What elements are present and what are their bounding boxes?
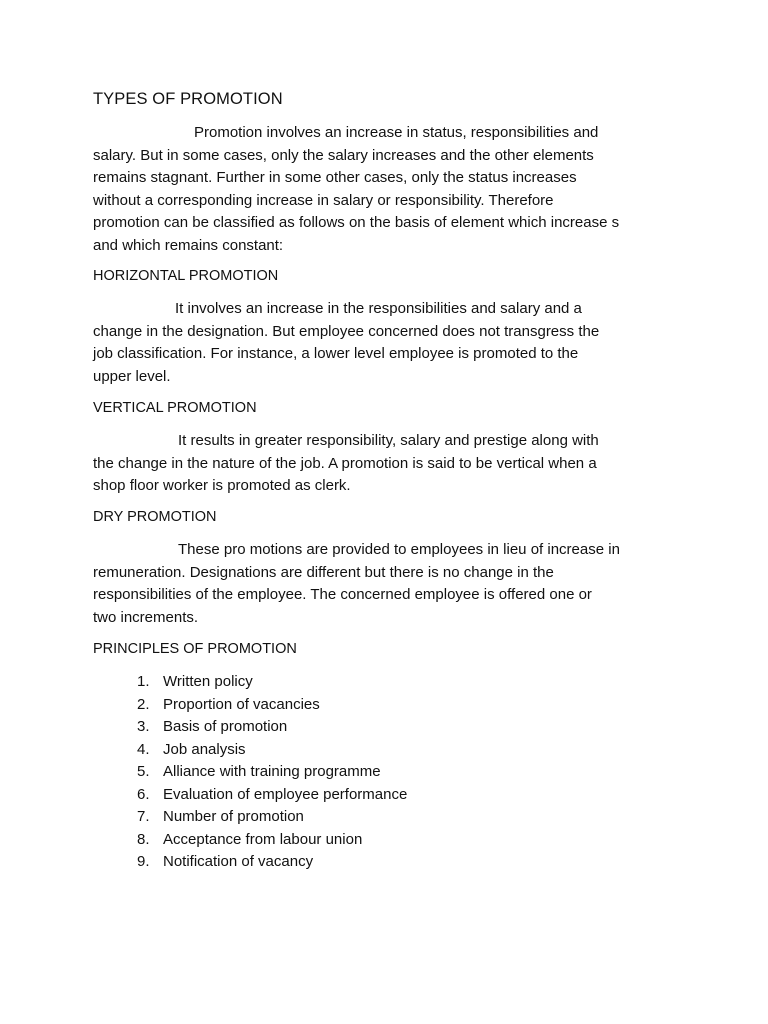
paragraph-line: upper level. [93, 367, 171, 385]
list-item [137, 851, 407, 874]
paragraph-line: salary. But in some cases, only the salary increases and the other elements [93, 146, 594, 164]
page-title: TYPES OF PROMOTION [93, 90, 283, 108]
list-item-text: Written policy [163, 673, 253, 690]
paragraph-line: without a corresponding increase in salary or responsibility. Therefore [93, 191, 554, 209]
list-item-text: Alliance with training programme [163, 763, 381, 780]
vertical-promotion-heading: VERTICAL PROMOTION [93, 400, 257, 416]
horizontal-promotion-paragraph [93, 298, 693, 388]
vertical-promotion-paragraph [93, 430, 693, 498]
list-item-number: 5. [137, 763, 150, 780]
list-item-number: 2. [137, 695, 150, 713]
list-item [137, 694, 407, 717]
list-item-number: 6. [137, 785, 150, 803]
list-item [137, 739, 407, 762]
horizontal-promotion-heading: HORIZONTAL PROMOTION [93, 268, 279, 284]
dry-promotion-paragraph [93, 539, 693, 629]
paragraph-line: These pro motions are provided to employees in lieu of increase in [178, 541, 620, 558]
list-item [137, 671, 407, 694]
paragraph-line: shop floor worker is promoted as clerk. [93, 477, 351, 494]
paragraph-line: responsibilities of the employee. The concerned employee is offered one or [93, 586, 592, 603]
list-item [137, 806, 407, 829]
paragraph-line: It involves an increase in the responsibilities and salary and a [175, 300, 582, 317]
paragraph-line: change in the designation. But employee concerned does not transgress the [93, 322, 600, 340]
list-item-text: Proportion of vacancies [163, 695, 320, 713]
paragraph-line: remains stagnant. Further in some other cases, only the status increases [93, 169, 577, 186]
list-item-text: Number of promotion [163, 808, 304, 825]
list-item-number: 9. [137, 853, 150, 870]
paragraph-line: and which remains constant: [93, 236, 284, 254]
principles-heading: PRINCIPLES OF PROMOTION [93, 641, 297, 657]
paragraph-line: remuneration. Designations are different but there is no change in the [93, 563, 554, 581]
list-item-number: 1. [137, 673, 150, 690]
list-item [137, 829, 407, 852]
list-item [137, 716, 407, 739]
paragraph-line: promotion can be classified as follows on the basis of element which increase s [93, 214, 620, 231]
list-item-text: Job analysis [163, 740, 246, 758]
intro-paragraph [93, 122, 693, 257]
paragraph-line: Promotion involves an increase in status, responsibilities and [194, 124, 599, 141]
list-item-number: 3. [137, 718, 150, 735]
list-item-text: Evaluation of employee performance [163, 785, 408, 803]
list-item-number: 8. [137, 830, 150, 848]
list-item [137, 761, 407, 784]
list-item-text: Acceptance from labour union [163, 830, 363, 848]
list-item-number: 4. [137, 740, 150, 758]
list-item-text: Notification of vacancy [163, 853, 314, 870]
list-item-number: 7. [137, 808, 150, 825]
dry-promotion-heading: DRY PROMOTION [93, 509, 217, 525]
paragraph-line: job classification. For instance, a lower level employee is promoted to the [93, 345, 579, 362]
principles-list [137, 671, 407, 874]
paragraph-line: the change in the nature of the job. A promotion is said to be vertical when a [93, 454, 597, 472]
list-item-text: Basis of promotion [163, 718, 288, 735]
list-item [137, 784, 407, 807]
paragraph-line: two increments. [93, 608, 199, 626]
paragraph-line: It results in greater responsibility, salary and prestige along with [178, 432, 599, 449]
